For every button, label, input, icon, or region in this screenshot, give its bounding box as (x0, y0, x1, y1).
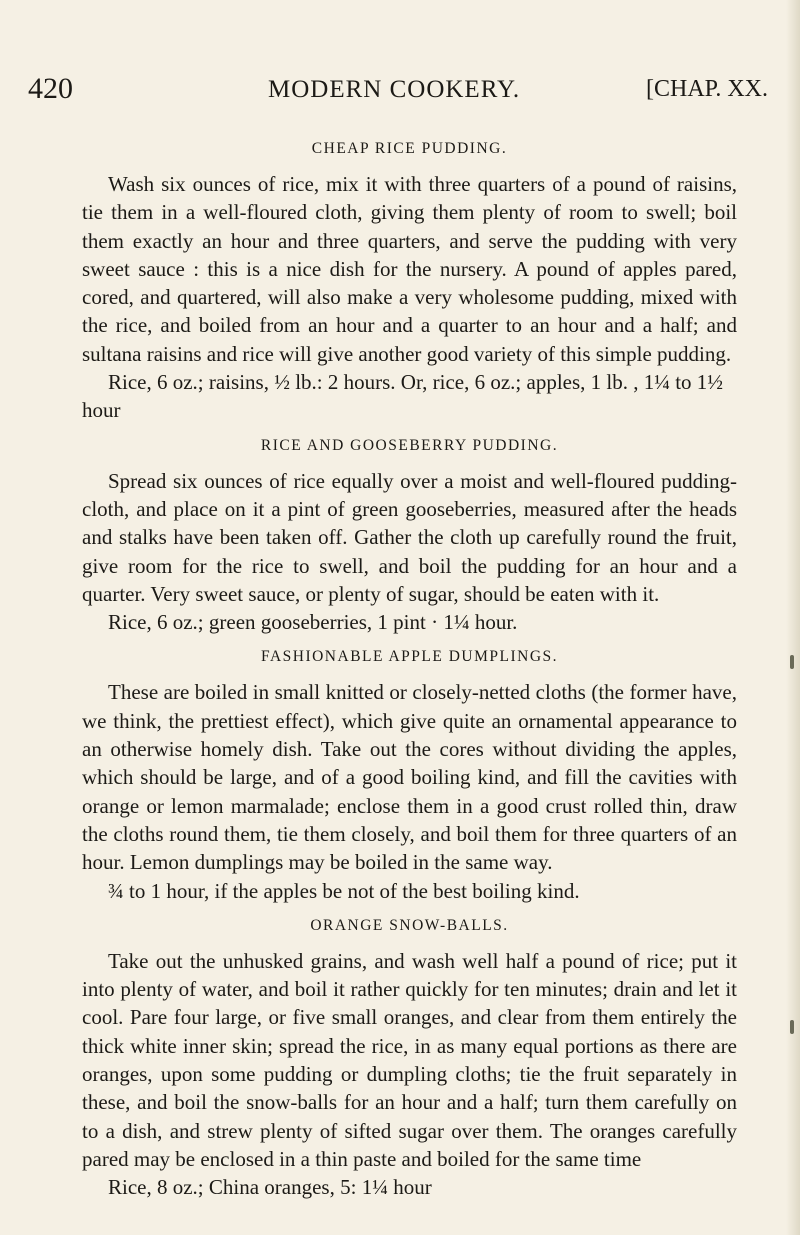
recipe-section-cheap-rice-pudding (82, 140, 737, 425)
recipe-section-rice-and-gooseberry-pudding (82, 437, 737, 637)
recipe-summary: ¾ to 1 hour, if the apples be not of the best boiling kind. (108, 878, 580, 903)
section-heading: RICE AND GOOSEBERRY PUDDING. (260, 436, 559, 454)
section-body: Spread six ounces of rice equally over a moist and well-floured pudding-cloth, and place on it a pint of green gooseberries, measured after the heads and stalks have been taken off. Gather the cloth up carefully round the fruit, give room for the rice to swell, and boil the pudding for an hour and a quarter. Very sweet sauce, or plenty of sugar, should be eaten with it. (82, 468, 737, 606)
page-number: 420 (28, 72, 73, 105)
section-body: These are boiled in small knitted or closely-netted cloths (the former have, we think, the prettiest effect), which give quite an ornamental appearance to an otherwise homely dish. Take out the cores without dividing the apples, which should be large, and of a good boiling kind, and fill the cavities with orange or lemon marmalade; enclose them in a good crust rolled thin, draw the cloths round them, tie them closely, and boil them for three quarters of an hour. Lemon dumplings may be boiled in the same way. (82, 680, 737, 875)
recipe-summary: Rice, 8 oz.; China oranges, 5: 1¼ hour (108, 1175, 432, 1200)
chapter-label: [CHAP. XX. (645, 76, 768, 102)
section-heading: CHEAP RICE PUDDING. (311, 140, 508, 157)
running-title: MODERN COOKERY. (268, 76, 521, 103)
page-edge-mark (790, 655, 794, 669)
recipe-section-orange-snow-balls (82, 917, 737, 1202)
section-body: Wash six ounces of rice, mix it with three quarters of a pound of raisins, tie them in a well-floured cloth, giving them plenty of room to swell; boil them exactly an hour and three quarters, and serve the pudding with very sweet sauce : this is a nice dish for the nursery. A pound of apples pared, cored, and quartered, will also make a very wholesome pudding, mixed with the rice, and boiled from an hour and a quarter to an hour and a half; and sultana raisins and rice will give another good variety of this simple pudding. (82, 172, 737, 366)
recipe-summary: Rice, 6 oz.; green gooseberries, 1 pint · 1¼ hour. (108, 610, 518, 635)
page-edge-shadow (786, 0, 800, 1235)
section-heading: FASHIONABLE APPLE DUMPLINGS. (260, 648, 559, 666)
page-content (82, 140, 737, 1214)
section-heading: ORANGE SNOW-BALLS. (310, 916, 509, 934)
recipe-summary: Rice, 6 oz.; raisins, ½ lb.: 2 hours. Or, rice, 6 oz.; apples, 1 lb. , 1¼ to 1½ hour (82, 370, 724, 423)
page-header (28, 72, 768, 112)
recipe-section-fashionable-apple-dumplings (82, 648, 737, 904)
section-body: Take out the unhusked grains, and wash well half a pound of rice; put it into plenty of water, and boil it rather quickly for ten minutes; drain and let it cool. Pare four large, or five small oranges, and clear from them entirely the thick white inner skin; spread the rice, in as many equal portions as there are oranges, upon some pudding or dumpling cloths; tie the fruit separately in these, and boil the snow-balls for an hour and a half; turn them carefully on to a dish, and strew plenty of sifted sugar over them. The oranges carefully pared may be enclosed in a thin paste and boiled for the same time (82, 948, 737, 1171)
page-edge-mark (790, 1020, 794, 1034)
